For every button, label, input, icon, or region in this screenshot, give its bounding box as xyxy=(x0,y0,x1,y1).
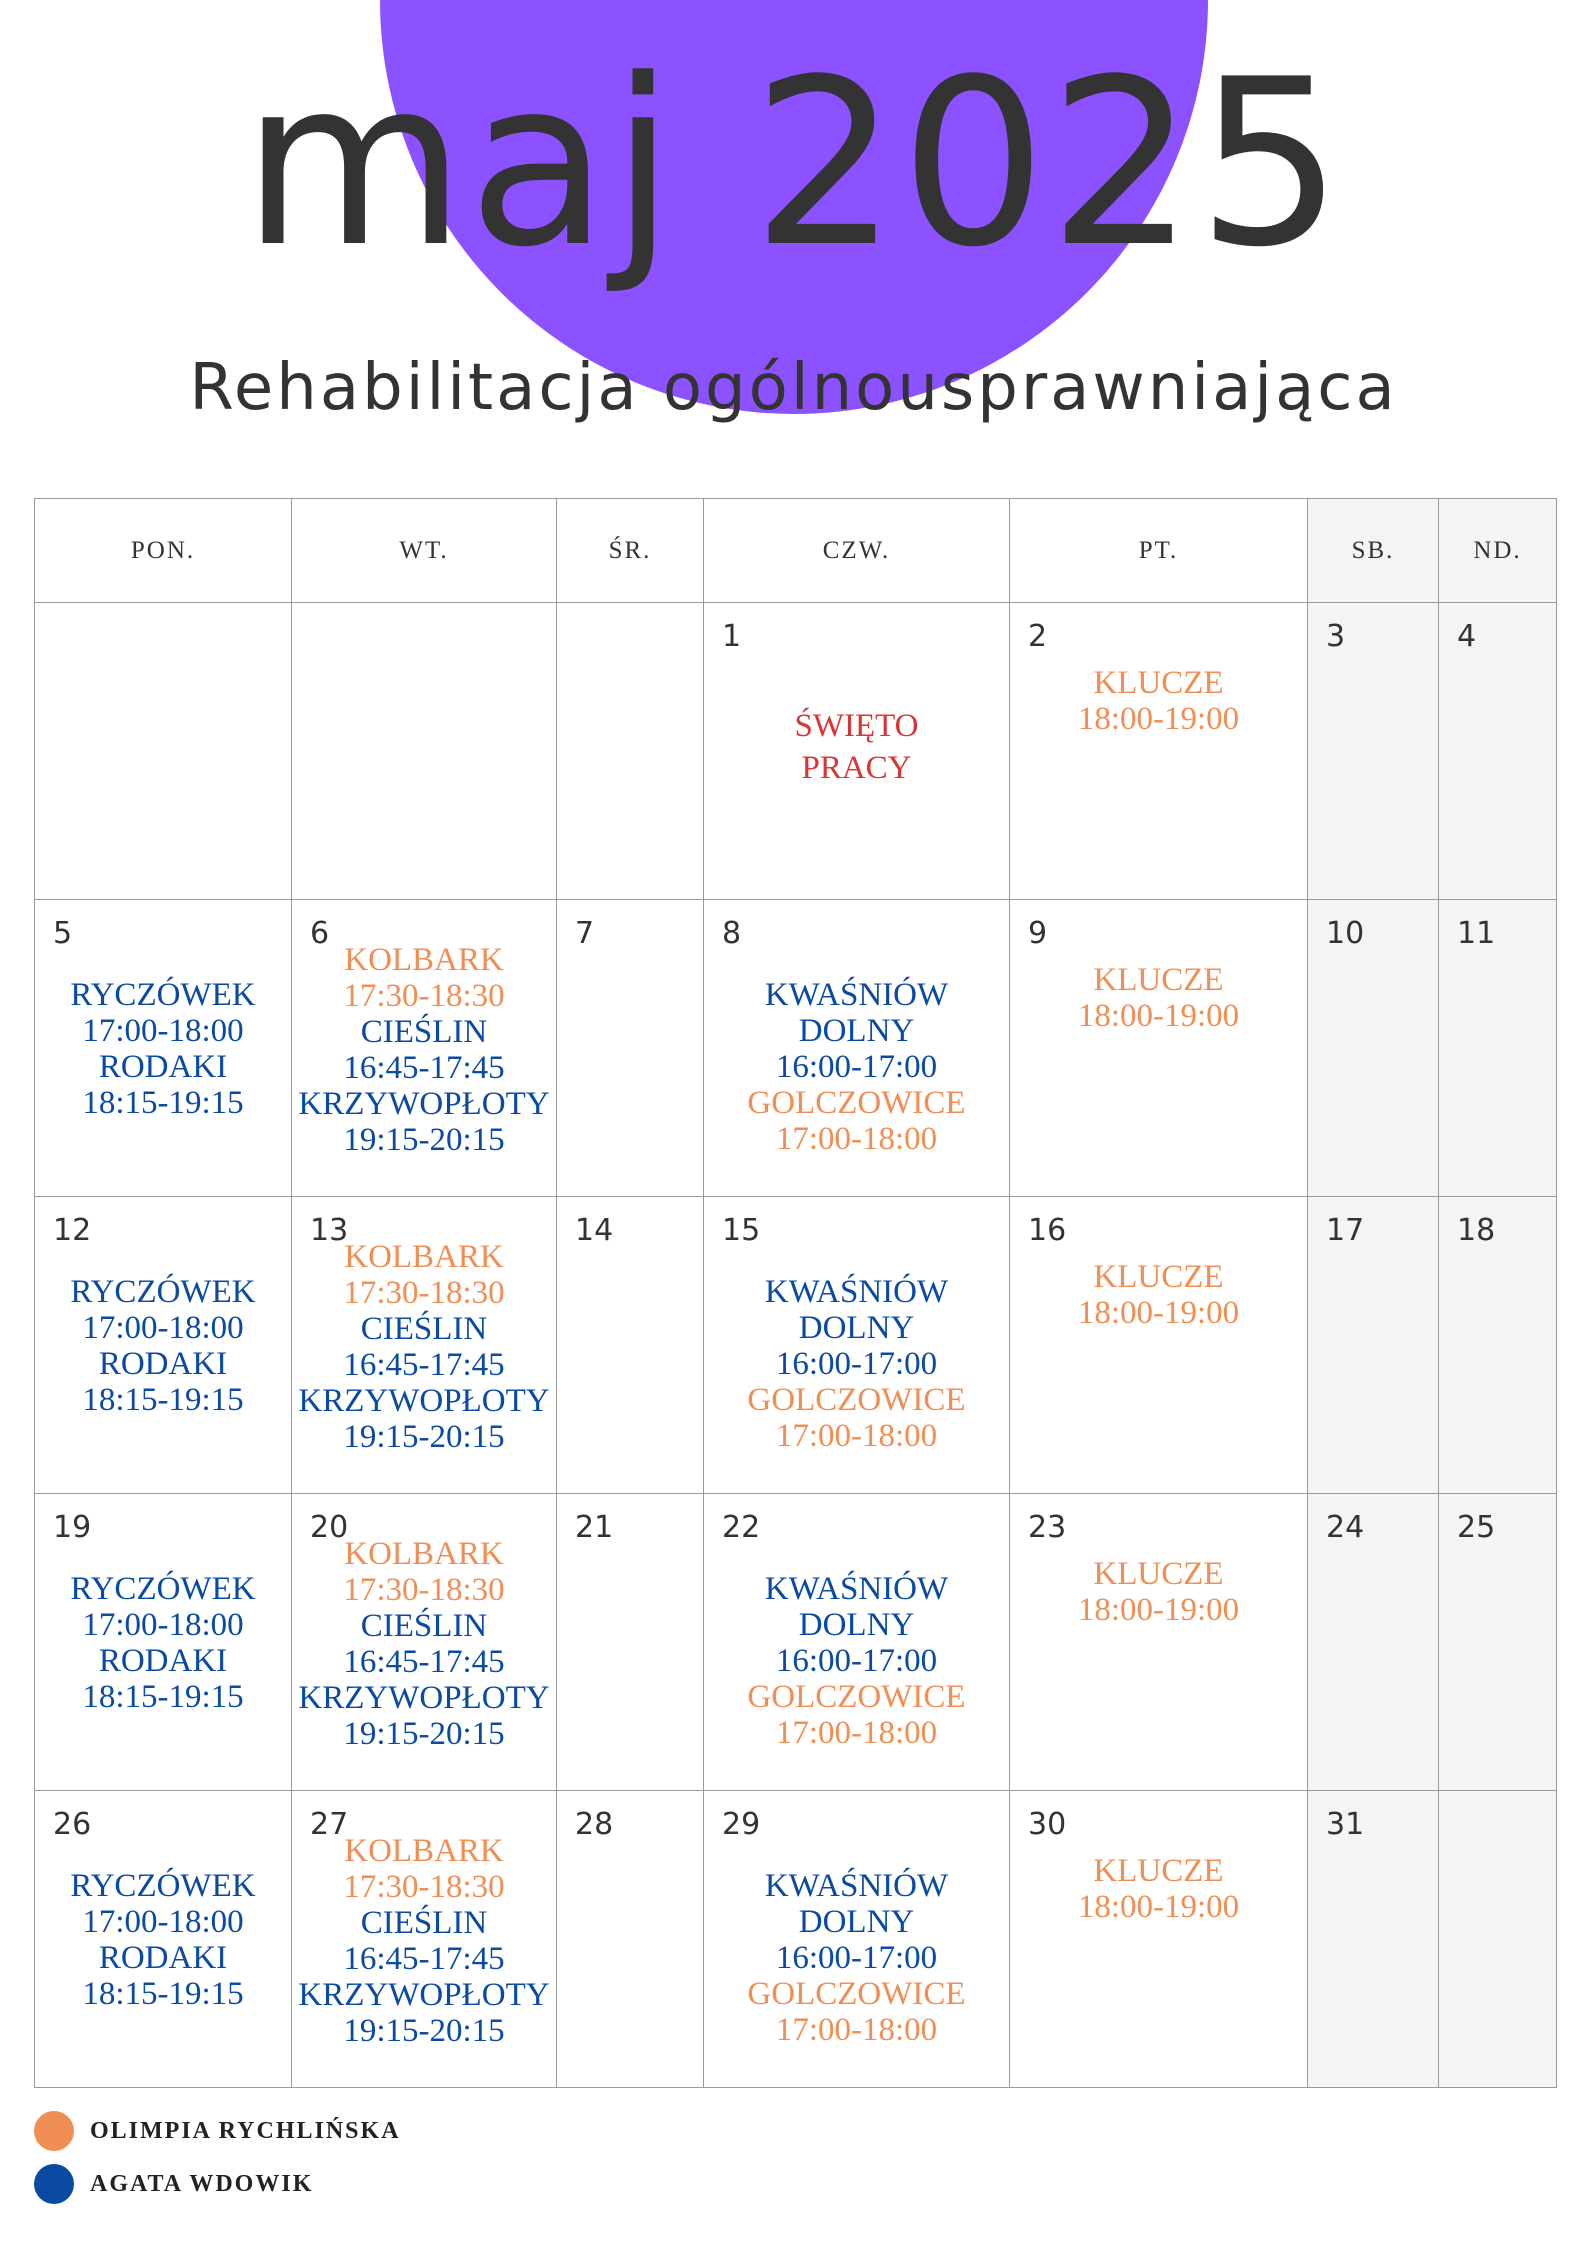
day-cell xyxy=(35,900,292,1197)
day-cell xyxy=(292,603,557,900)
schedule-block xyxy=(704,1571,1009,1751)
day-number: 12 xyxy=(53,1213,92,1248)
schedule-entry: GOLCZOWICE xyxy=(747,1085,966,1121)
schedule-entry: GOLCZOWICE xyxy=(747,1679,966,1715)
schedule-entry: 18:00-19:00 xyxy=(1077,1295,1240,1331)
schedule-block xyxy=(1010,962,1307,1034)
schedule-entry: RYCZÓWEK xyxy=(70,1274,256,1310)
schedule-entry: 17:00-18:00 xyxy=(775,2012,938,2048)
day-number: 30 xyxy=(1028,1807,1067,1842)
schedule-entry: KOLBARK xyxy=(344,1239,504,1275)
schedule-block xyxy=(292,1536,556,1752)
day-cell xyxy=(1010,1494,1308,1791)
day-number: 19 xyxy=(53,1510,92,1545)
schedule-block xyxy=(1010,1259,1307,1331)
schedule-entry: 16:00-17:00 xyxy=(775,1049,938,1085)
day-cell xyxy=(35,603,292,900)
schedule-entry: 19:15-20:15 xyxy=(343,1716,505,1752)
schedule-entry: KWAŚNIÓW xyxy=(764,1274,949,1310)
day-number: 4 xyxy=(1457,619,1477,654)
schedule-entry: 17:00-18:00 xyxy=(775,1715,938,1751)
day-cell xyxy=(1010,1791,1308,2088)
schedule-entry: 17:30-18:30 xyxy=(343,1275,505,1311)
calendar-grid xyxy=(34,498,1557,2088)
legend-item-olimpia xyxy=(34,2111,401,2151)
day-number: 7 xyxy=(575,916,595,951)
schedule-entry: KLUCZE xyxy=(1093,962,1224,998)
schedule-block xyxy=(1010,1556,1307,1628)
day-cell xyxy=(557,1197,704,1494)
schedule-entry: RODAKI xyxy=(98,1049,228,1085)
schedule-entry: KWAŚNIÓW xyxy=(764,1571,949,1607)
day-number: 21 xyxy=(575,1510,614,1545)
schedule-entry: CIEŚLIN xyxy=(360,1905,488,1941)
day-number: 3 xyxy=(1326,619,1346,654)
schedule-entry: 16:00-17:00 xyxy=(775,1940,938,1976)
day-cell xyxy=(35,1494,292,1791)
schedule-block xyxy=(1010,665,1307,737)
schedule-entry: DOLNY xyxy=(798,1607,915,1643)
day-number: 20 xyxy=(310,1510,349,1545)
day-cell xyxy=(704,603,1010,900)
schedule-entry: GOLCZOWICE xyxy=(747,1976,966,2012)
day-cell xyxy=(557,1494,704,1791)
schedule-entry: KRZYWOPŁOTY xyxy=(298,1383,550,1419)
day-cell xyxy=(557,603,704,900)
schedule-block xyxy=(1010,1853,1307,1925)
day-number: 15 xyxy=(722,1213,761,1248)
weekday-header: PT. xyxy=(1010,499,1308,603)
day-number: 11 xyxy=(1457,916,1496,951)
schedule-entry: RYCZÓWEK xyxy=(70,1571,256,1607)
weekday-header-row xyxy=(35,499,1557,603)
day-number: 17 xyxy=(1326,1213,1365,1248)
schedule-entry: 18:15-19:15 xyxy=(82,1085,244,1121)
day-cell xyxy=(1308,1494,1439,1791)
weekday-header: PON. xyxy=(35,499,292,603)
schedule-entry: 18:00-19:00 xyxy=(1077,701,1240,737)
schedule-entry: 17:00-18:00 xyxy=(775,1121,938,1157)
weekday-header: SB. xyxy=(1308,499,1439,603)
schedule-entry: 17:00-18:00 xyxy=(775,1418,938,1454)
day-number: 16 xyxy=(1028,1213,1067,1248)
legend-dot-agata xyxy=(34,2164,74,2204)
day-number: 1 xyxy=(722,619,742,654)
schedule-entry: CIEŚLIN xyxy=(360,1014,488,1050)
page-subtitle: Rehabilitacja ogólnousprawniająca xyxy=(189,351,1398,425)
day-cell xyxy=(1308,900,1439,1197)
day-number: 14 xyxy=(575,1213,614,1248)
weekday-header: ŚR. xyxy=(557,499,704,603)
schedule-entry: 18:00-19:00 xyxy=(1077,1889,1240,1925)
schedule-entry: 17:30-18:30 xyxy=(343,1869,505,1905)
day-number: 23 xyxy=(1028,1510,1067,1545)
schedule-entry: DOLNY xyxy=(798,1310,915,1346)
day-cell xyxy=(292,1494,557,1791)
day-number: 6 xyxy=(310,916,330,951)
schedule-block xyxy=(292,1833,556,2049)
day-number: 5 xyxy=(53,916,73,951)
day-number: 18 xyxy=(1457,1213,1496,1248)
schedule-entry: 18:00-19:00 xyxy=(1077,1592,1240,1628)
schedule-entry: CIEŚLIN xyxy=(360,1311,488,1347)
schedule-block xyxy=(35,1274,291,1418)
schedule-entry: 16:45-17:45 xyxy=(343,1050,505,1086)
day-number: 10 xyxy=(1326,916,1365,951)
legend-item-agata xyxy=(34,2164,313,2204)
day-cell xyxy=(292,900,557,1197)
schedule-block xyxy=(35,1868,291,2012)
weekday-header: WT. xyxy=(292,499,557,603)
schedule-entry: CIEŚLIN xyxy=(360,1608,488,1644)
schedule-entry: RODAKI xyxy=(98,1346,228,1382)
day-cell xyxy=(1308,1791,1439,2088)
schedule-entry: DOLNY xyxy=(798,1013,915,1049)
schedule-entry: RODAKI xyxy=(98,1940,228,1976)
schedule-entry: KOLBARK xyxy=(344,1536,504,1572)
schedule-entry: 18:00-19:00 xyxy=(1077,998,1240,1034)
day-cell xyxy=(1308,603,1439,900)
day-number: 25 xyxy=(1457,1510,1496,1545)
schedule-entry: 16:00-17:00 xyxy=(775,1643,938,1679)
schedule-entry: KWAŚNIÓW xyxy=(764,977,949,1013)
schedule-entry: 18:15-19:15 xyxy=(82,1679,244,1715)
day-number: 29 xyxy=(722,1807,761,1842)
schedule-entry: 17:00-18:00 xyxy=(82,1310,244,1346)
schedule-entry: DOLNY xyxy=(798,1904,915,1940)
weekday-header: CZW. xyxy=(704,499,1010,603)
holiday-label: PRACY xyxy=(801,750,912,786)
schedule-entry: KRZYWOPŁOTY xyxy=(298,1086,550,1122)
schedule-block xyxy=(292,942,556,1158)
day-cell xyxy=(1439,1494,1557,1791)
week-row xyxy=(35,603,1557,900)
schedule-block xyxy=(704,705,1009,789)
day-cell xyxy=(35,1197,292,1494)
schedule-entry: GOLCZOWICE xyxy=(747,1382,966,1418)
day-number: 22 xyxy=(722,1510,761,1545)
day-cell xyxy=(704,1197,1010,1494)
day-cell xyxy=(1439,1791,1557,2088)
schedule-entry: 17:30-18:30 xyxy=(343,1572,505,1608)
day-number: 8 xyxy=(722,916,742,951)
day-cell xyxy=(292,1791,557,2088)
legend-label: OLIMPIA RYCHLIŃSKA xyxy=(90,2117,401,2144)
page-title: maj 2025 xyxy=(241,31,1346,298)
day-cell xyxy=(1439,900,1557,1197)
day-cell xyxy=(557,900,704,1197)
schedule-entry: RYCZÓWEK xyxy=(70,977,256,1013)
weekday-header: ND. xyxy=(1439,499,1557,603)
day-cell xyxy=(1308,1197,1439,1494)
day-cell xyxy=(1010,603,1308,900)
schedule-entry: 16:00-17:00 xyxy=(775,1346,938,1382)
schedule-entry: 17:00-18:00 xyxy=(82,1607,244,1643)
schedule-block xyxy=(292,1239,556,1455)
schedule-entry: 17:00-18:00 xyxy=(82,1013,244,1049)
week-row xyxy=(35,1494,1557,1791)
schedule-block xyxy=(35,1571,291,1715)
day-cell xyxy=(1439,1197,1557,1494)
schedule-entry: KWAŚNIÓW xyxy=(764,1868,949,1904)
day-number: 28 xyxy=(575,1807,614,1842)
day-number: 24 xyxy=(1326,1510,1365,1545)
schedule-block xyxy=(704,977,1009,1157)
schedule-entry: 19:15-20:15 xyxy=(343,1122,505,1158)
holiday-label: ŚWIĘTO xyxy=(794,708,919,744)
day-cell xyxy=(704,900,1010,1197)
day-number: 9 xyxy=(1028,916,1048,951)
schedule-entry: KLUCZE xyxy=(1093,665,1224,701)
day-number: 13 xyxy=(310,1213,349,1248)
schedule-entry: 18:15-19:15 xyxy=(82,1382,244,1418)
day-number: 2 xyxy=(1028,619,1048,654)
schedule-entry: 16:45-17:45 xyxy=(343,1941,505,1977)
day-cell xyxy=(1010,1197,1308,1494)
day-number: 27 xyxy=(310,1807,349,1842)
schedule-entry: KRZYWOPŁOTY xyxy=(298,1977,550,2013)
schedule-entry: 19:15-20:15 xyxy=(343,1419,505,1455)
schedule-entry: RYCZÓWEK xyxy=(70,1868,256,1904)
schedule-entry: KRZYWOPŁOTY xyxy=(298,1680,550,1716)
schedule-entry: 17:00-18:00 xyxy=(82,1904,244,1940)
week-row xyxy=(35,1791,1557,2088)
legend-label: AGATA WDOWIK xyxy=(90,2170,314,2197)
schedule-entry: KLUCZE xyxy=(1093,1259,1224,1295)
week-row xyxy=(35,1197,1557,1494)
schedule-entry: KOLBARK xyxy=(344,1833,504,1869)
schedule-entry: RODAKI xyxy=(98,1643,228,1679)
schedule-entry: 17:30-18:30 xyxy=(343,978,505,1014)
legend-dot-olimpia xyxy=(34,2111,74,2151)
schedule-block xyxy=(704,1868,1009,2048)
schedule-entry: KOLBARK xyxy=(344,942,504,978)
schedule-block xyxy=(704,1274,1009,1454)
day-cell xyxy=(704,1791,1010,2088)
schedule-entry: 16:45-17:45 xyxy=(343,1644,505,1680)
day-number: 31 xyxy=(1326,1807,1365,1842)
schedule-entry: 19:15-20:15 xyxy=(343,2013,505,2049)
day-cell xyxy=(292,1197,557,1494)
schedule-entry: KLUCZE xyxy=(1093,1556,1224,1592)
schedule-entry: KLUCZE xyxy=(1093,1853,1224,1889)
day-cell xyxy=(35,1791,292,2088)
week-row xyxy=(35,900,1557,1197)
day-cell xyxy=(1439,603,1557,900)
day-cell xyxy=(704,1494,1010,1791)
schedule-entry: 18:15-19:15 xyxy=(82,1976,244,2012)
day-cell xyxy=(557,1791,704,2088)
schedule-entry: 16:45-17:45 xyxy=(343,1347,505,1383)
day-number: 26 xyxy=(53,1807,92,1842)
day-cell xyxy=(1010,900,1308,1197)
schedule-block xyxy=(35,977,291,1121)
